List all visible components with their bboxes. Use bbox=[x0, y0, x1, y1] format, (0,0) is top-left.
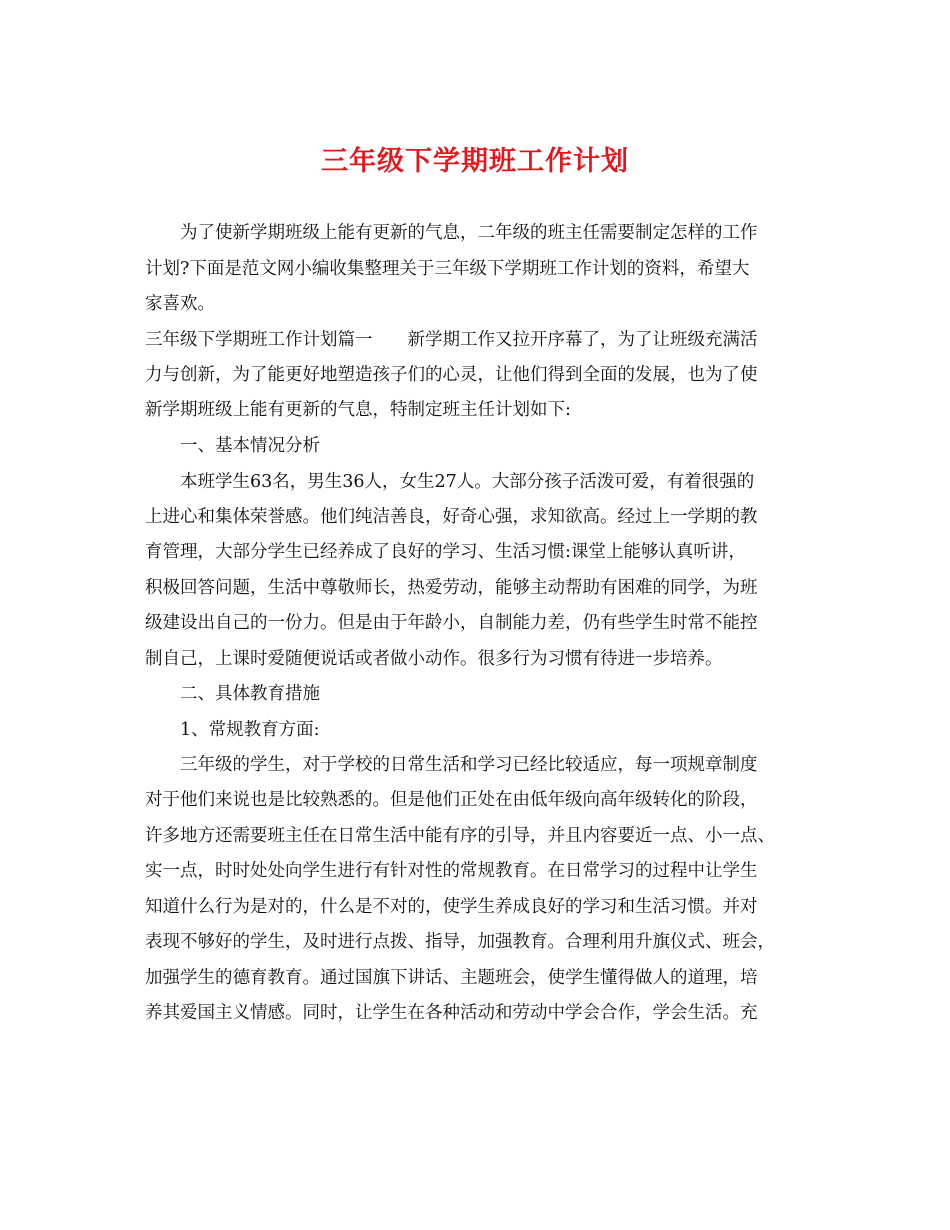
document-title: 三年级下学期班工作计划 bbox=[321, 146, 629, 177]
body-line: 制自己，上课时爱随便说话或者做小动作。很多行为习惯有待进一步培养。 bbox=[145, 649, 723, 669]
body-line: 三年级下学期班工作计划篇一 新学期工作又拉开序幕了，为了让班级充满活 bbox=[145, 330, 758, 350]
body-line: 力与创新，为了能更好地塑造孩子们的心灵，让他们得到全面的发展，也为了使 bbox=[145, 365, 758, 385]
body-line: 计划?下面是范文网小编收集整理关于三年级下学期班工作计划的资料，希望大 bbox=[145, 259, 750, 279]
body-line: 家喜欢。 bbox=[145, 294, 215, 314]
body-line: 为了使新学期班级上能有更新的气息，二年级的班主任需要制定怎样的工作 bbox=[180, 223, 758, 243]
body-line: 育管理，大部分学生已经养成了良好的学习、生活习惯:课堂上能够认真听讲， bbox=[145, 542, 746, 562]
body-line: 实一点，时时处处向学生进行有针对性的常规教育。在日常学习的过程中让学生 bbox=[145, 861, 758, 881]
body-line: 积极回答问题，生活中尊敬师长，热爱劳动，能够主动帮助有困难的同学，为班 bbox=[145, 578, 758, 598]
body-line: 三年级的学生，对于学校的日常生活和学习已经比较适应，每一项规章制度 bbox=[180, 755, 758, 775]
subsection-heading: 1、常规教育方面: bbox=[180, 720, 320, 740]
body-line: 加强学生的德育教育。通过国旗下讲话、主题班会，使学生懂得做人的道理，培 bbox=[145, 968, 758, 988]
section-heading: 二、具体教育措施 bbox=[180, 684, 320, 704]
body-line: 级建设出自己的一份力。但是由于年龄小，自制能力差，仍有些学生时常不能控 bbox=[145, 613, 758, 633]
body-line: 养其爱国主义情感。同时，让学生在各种活动和劳动中学会合作，学会生活。充 bbox=[145, 1003, 758, 1023]
section-heading: 一、基本情况分析 bbox=[180, 436, 320, 456]
body-line: 本班学生63名，男生36人，女生27人。大部分孩子活泼可爱，有着很强的 bbox=[180, 472, 755, 492]
body-line: 对于他们来说也是比较熟悉的。但是他们正处在由低年级向高年级转化的阶段， bbox=[145, 790, 758, 810]
body-line: 表现不够好的学生，及时进行点拨、指导，加强教育。合理利用升旗仪式、班会， bbox=[145, 932, 775, 952]
body-line: 上进心和集体荣誉感。他们纯洁善良，好奇心强，求知欲高。经过上一学期的教 bbox=[145, 507, 758, 527]
body-line: 许多地方还需要班主任在日常生活中能有序的引导，并且内容要近一点、小一点、 bbox=[145, 826, 775, 846]
body-line: 知道什么行为是对的，什么是不对的，使学生养成良好的学习和生活习惯。并对 bbox=[145, 897, 758, 917]
body-line: 新学期班级上能有更新的气息，特制定班主任计划如下: bbox=[145, 400, 571, 420]
